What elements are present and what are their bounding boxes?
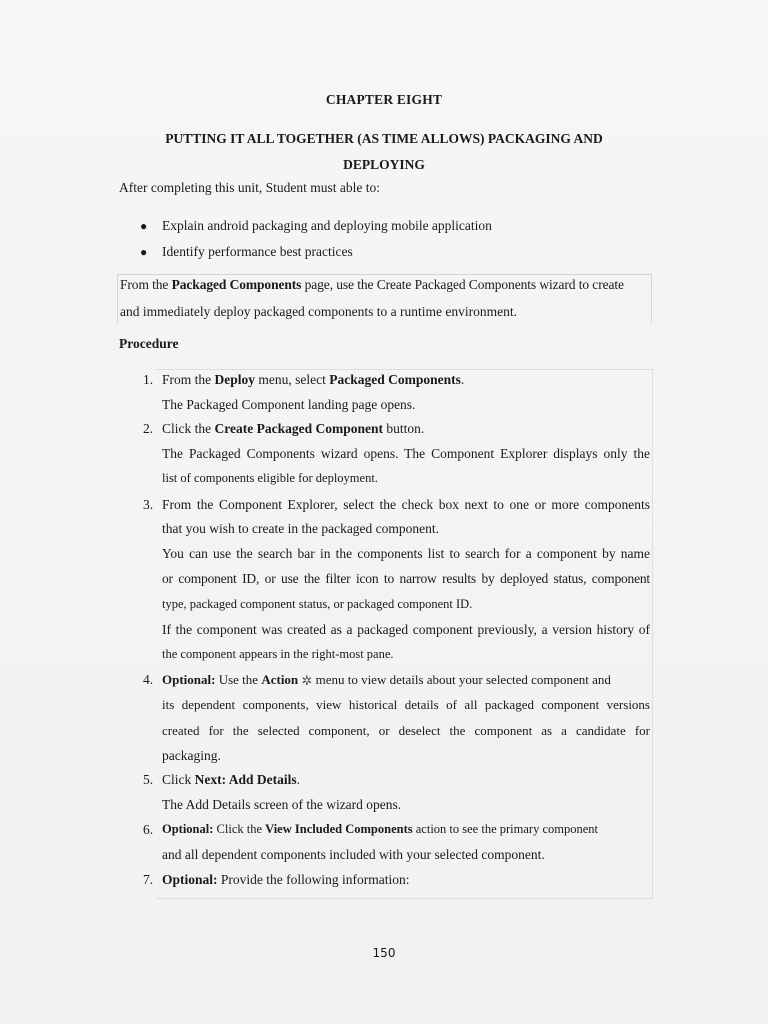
text-span: menu to view details about your selected component and — [312, 672, 611, 687]
bold-term: Deploy — [214, 372, 255, 387]
bullet-icon: ● — [140, 218, 148, 233]
step-6-line1 — [162, 822, 598, 837]
step-4-line4: packaging. — [162, 748, 221, 763]
text-span: page, use the Create Packaged Components wizard to create — [301, 277, 624, 292]
bold-term: Next: Add Details — [194, 772, 297, 787]
step-4-line1 — [162, 672, 611, 689]
step-5-text — [162, 772, 300, 788]
bold-term: Packaged Components — [329, 372, 461, 387]
bold-term: Optional: — [162, 822, 214, 836]
overview-paragraph — [117, 274, 652, 323]
step-3-line3: You can use the search bar in the components list to search for a component by name — [162, 546, 650, 561]
text-span: Provide the following information: — [217, 872, 410, 887]
bold-term: Create Packaged Component — [214, 421, 383, 436]
step-number: 2. — [143, 421, 154, 436]
gear-icon: ✲ — [301, 673, 313, 688]
step-6-line2: and all dependent components included with your selected component. — [162, 847, 545, 862]
step-number: 5. — [143, 772, 154, 787]
step-number: 7. — [143, 872, 154, 887]
chapter-title-line1: PUTTING IT ALL TOGETHER (AS TIME ALLOWS) PACKAGING AND — [165, 131, 603, 146]
step-3-line5: type, packaged component status, or packaged component ID. — [162, 597, 473, 611]
step-3-line7: the component appears in the right-most pane. — [162, 647, 394, 661]
step-number: 3. — [143, 497, 154, 512]
objective-text: Explain android packaging and deploying mobile application — [162, 218, 492, 233]
text-span: . — [460, 372, 465, 387]
bold-term: Optional: — [162, 872, 218, 887]
objectives-list — [140, 213, 492, 265]
text-span: . — [296, 772, 300, 787]
bold-term: View Included Components — [265, 822, 413, 836]
step-3-line4: or component ID, or use the filter icon to narrow results by deployed status, component — [162, 571, 650, 586]
step-3-line1: From the Component Explorer, select the check box next to one or more components — [162, 497, 650, 512]
text-span: menu, select — [255, 372, 330, 387]
text-span: action to see the primary component — [412, 822, 598, 836]
text-span: Click the — [162, 421, 215, 436]
step-number: 1. — [143, 372, 154, 387]
step-number: 4. — [143, 672, 154, 687]
bold-term: Packaged Components — [171, 277, 302, 292]
step-2-note-line1: The Packaged Components wizard opens. The Component Explorer displays only the — [162, 446, 650, 461]
step-1-text — [162, 372, 464, 388]
text-span: From the — [120, 277, 172, 292]
step-1-note: The Packaged Component landing page opens. — [162, 397, 416, 412]
text-span: From the — [162, 372, 215, 387]
page-number: 150 — [372, 946, 396, 960]
step-4-line2: its dependent components, view historical details of all packaged component versions — [162, 697, 650, 712]
step-number: 6. — [143, 822, 154, 837]
text-span: Use the — [215, 672, 262, 687]
bullet-icon: ● — [140, 244, 148, 259]
chapter-heading: CHAPTER EIGHT — [325, 92, 443, 107]
bold-term: Optional: — [162, 672, 216, 687]
overview-line1 — [120, 277, 624, 293]
step-3-line2: that you wish to create in the packaged component. — [162, 521, 440, 536]
objective-text: Identify performance best practices — [162, 244, 353, 259]
step-4-line3: created for the selected component, or deselect the component as a candidate for — [162, 723, 650, 738]
step-2-text — [162, 421, 424, 437]
step-3-line6: If the component was created as a packaged component previously, a version history of — [162, 622, 650, 637]
bold-term: Action — [261, 672, 299, 687]
intro-text: After completing this unit, Student must able to: — [119, 180, 380, 195]
step-2-note-line2: list of components eligible for deployment. — [162, 471, 378, 485]
list-item — [140, 239, 492, 265]
step-5-note: The Add Details screen of the wizard opens. — [162, 797, 402, 812]
step-7-text — [162, 872, 410, 888]
procedure-heading: Procedure — [119, 336, 179, 351]
list-item — [140, 213, 492, 239]
text-span: button. — [382, 421, 425, 436]
overview-line2: and immediately deploy packaged components to a runtime environment. — [120, 304, 518, 319]
text-span: Click — [162, 772, 195, 787]
text-span: Click the — [213, 822, 266, 836]
chapter-title-line2: DEPLOYING — [343, 157, 425, 172]
